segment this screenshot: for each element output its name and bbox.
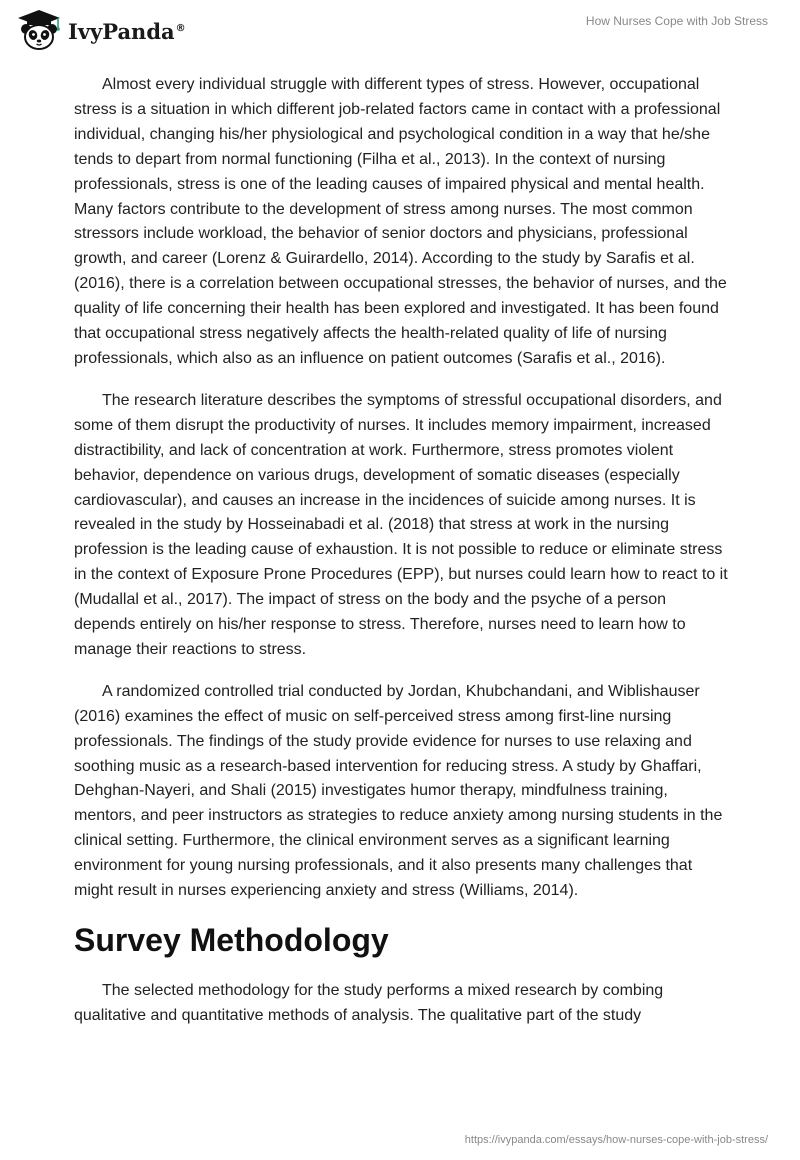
panda-graduate-icon [14, 8, 64, 52]
section-heading: Survey Methodology [74, 922, 389, 958]
essay-body [74, 73, 728, 1046]
section-paragraph: The selected methodology for the study performs a mixed research by combing qualitative and quantitative methods of analysis. The qualitative part of the study [74, 982, 664, 1024]
source-url-link[interactable]: https://ivypanda.com/essays/how-nurses-cope-with-job-stress/ [464, 1134, 768, 1146]
ivypanda-logo[interactable] [14, 8, 186, 52]
page-header [0, 0, 800, 60]
logo-wordmark: IvyPanda® [68, 18, 186, 44]
document-title: How Nurses Cope with Job Stress [585, 14, 768, 28]
paragraph-2: The research literature describes the symptoms of stressful occupational disorders, and some of them disrupt the productivity of nurses. It includes memory impairment, increased distractibility, and lack of concentration at work. Furthermore, stress promotes violent behavior, dependence on various drugs, development of somatic diseases (especially cardiovascular), and causes an increase in the incidences of suicide among nurses. It is revealed in the study by Hosseinabadi et al. (2018) that stress at work in the nursing profession is the leading cause of exhaustion. It is not possible to reduce or eliminate stress in the context of Exposure Prone Procedures (EPP), but nurses could learn how to react to it (Mudallal et al., 2017). The impact of stress on the body and the psyche of a person depends entirely on his/her response to stress. Therefore, nurses need to learn how to manage their reactions to stress. [74, 391, 728, 658]
paragraph-3: A randomized controlled trial conducted by Jordan, Khubchandani, and Wiblishauser (2016) examines the effect of music on self-perceived stress among first-line nursing professionals. The findings of the study provide evidence for nurses to use relaxing and soothing music as a research-based intervention for reducing stress. A study by Ghaffari, Dehghan-Nayeri, and Shali (2015) investigates humor therapy, mindfulness training, mentors, and peer instructors as strategies to reduce anxiety among nursing students in the clinical setting. Furthermore, the clinical environment serves as a significant learning environment for young nursing professionals, and it also presents many challenges that might result in nurses experiencing anxiety and stress (Williams, 2014). [74, 682, 723, 900]
paragraph-1: Almost every individual struggle with different types of stress. However, occupational stress is a situation in which different job-related factors came in contact with a professional individual, changing his/her physiological and psychological condition in a way that he/she tends to depart from normal functioning (Filha et al., 2013). In the context of nursing professionals, stress is one of the leading causes of impaired physical and mental health. Many factors contribute to the development of stress among nurses. The most common stressors include workload, the behavior of senior doctors and physicians, professional growth, and career (Lorenz & Guirardello, 2014). According to the study by Sarafis et al. (2016), there is a correlation between occupational stresses, the behavior of nurses, and the quality of life concerning their health has been explored and investigated. It has been found that occupational stress negatively affects the health-related quality of life of nursing professionals, which also as an influence on patient outcomes (Sarafis et al., 2016). [74, 76, 727, 367]
